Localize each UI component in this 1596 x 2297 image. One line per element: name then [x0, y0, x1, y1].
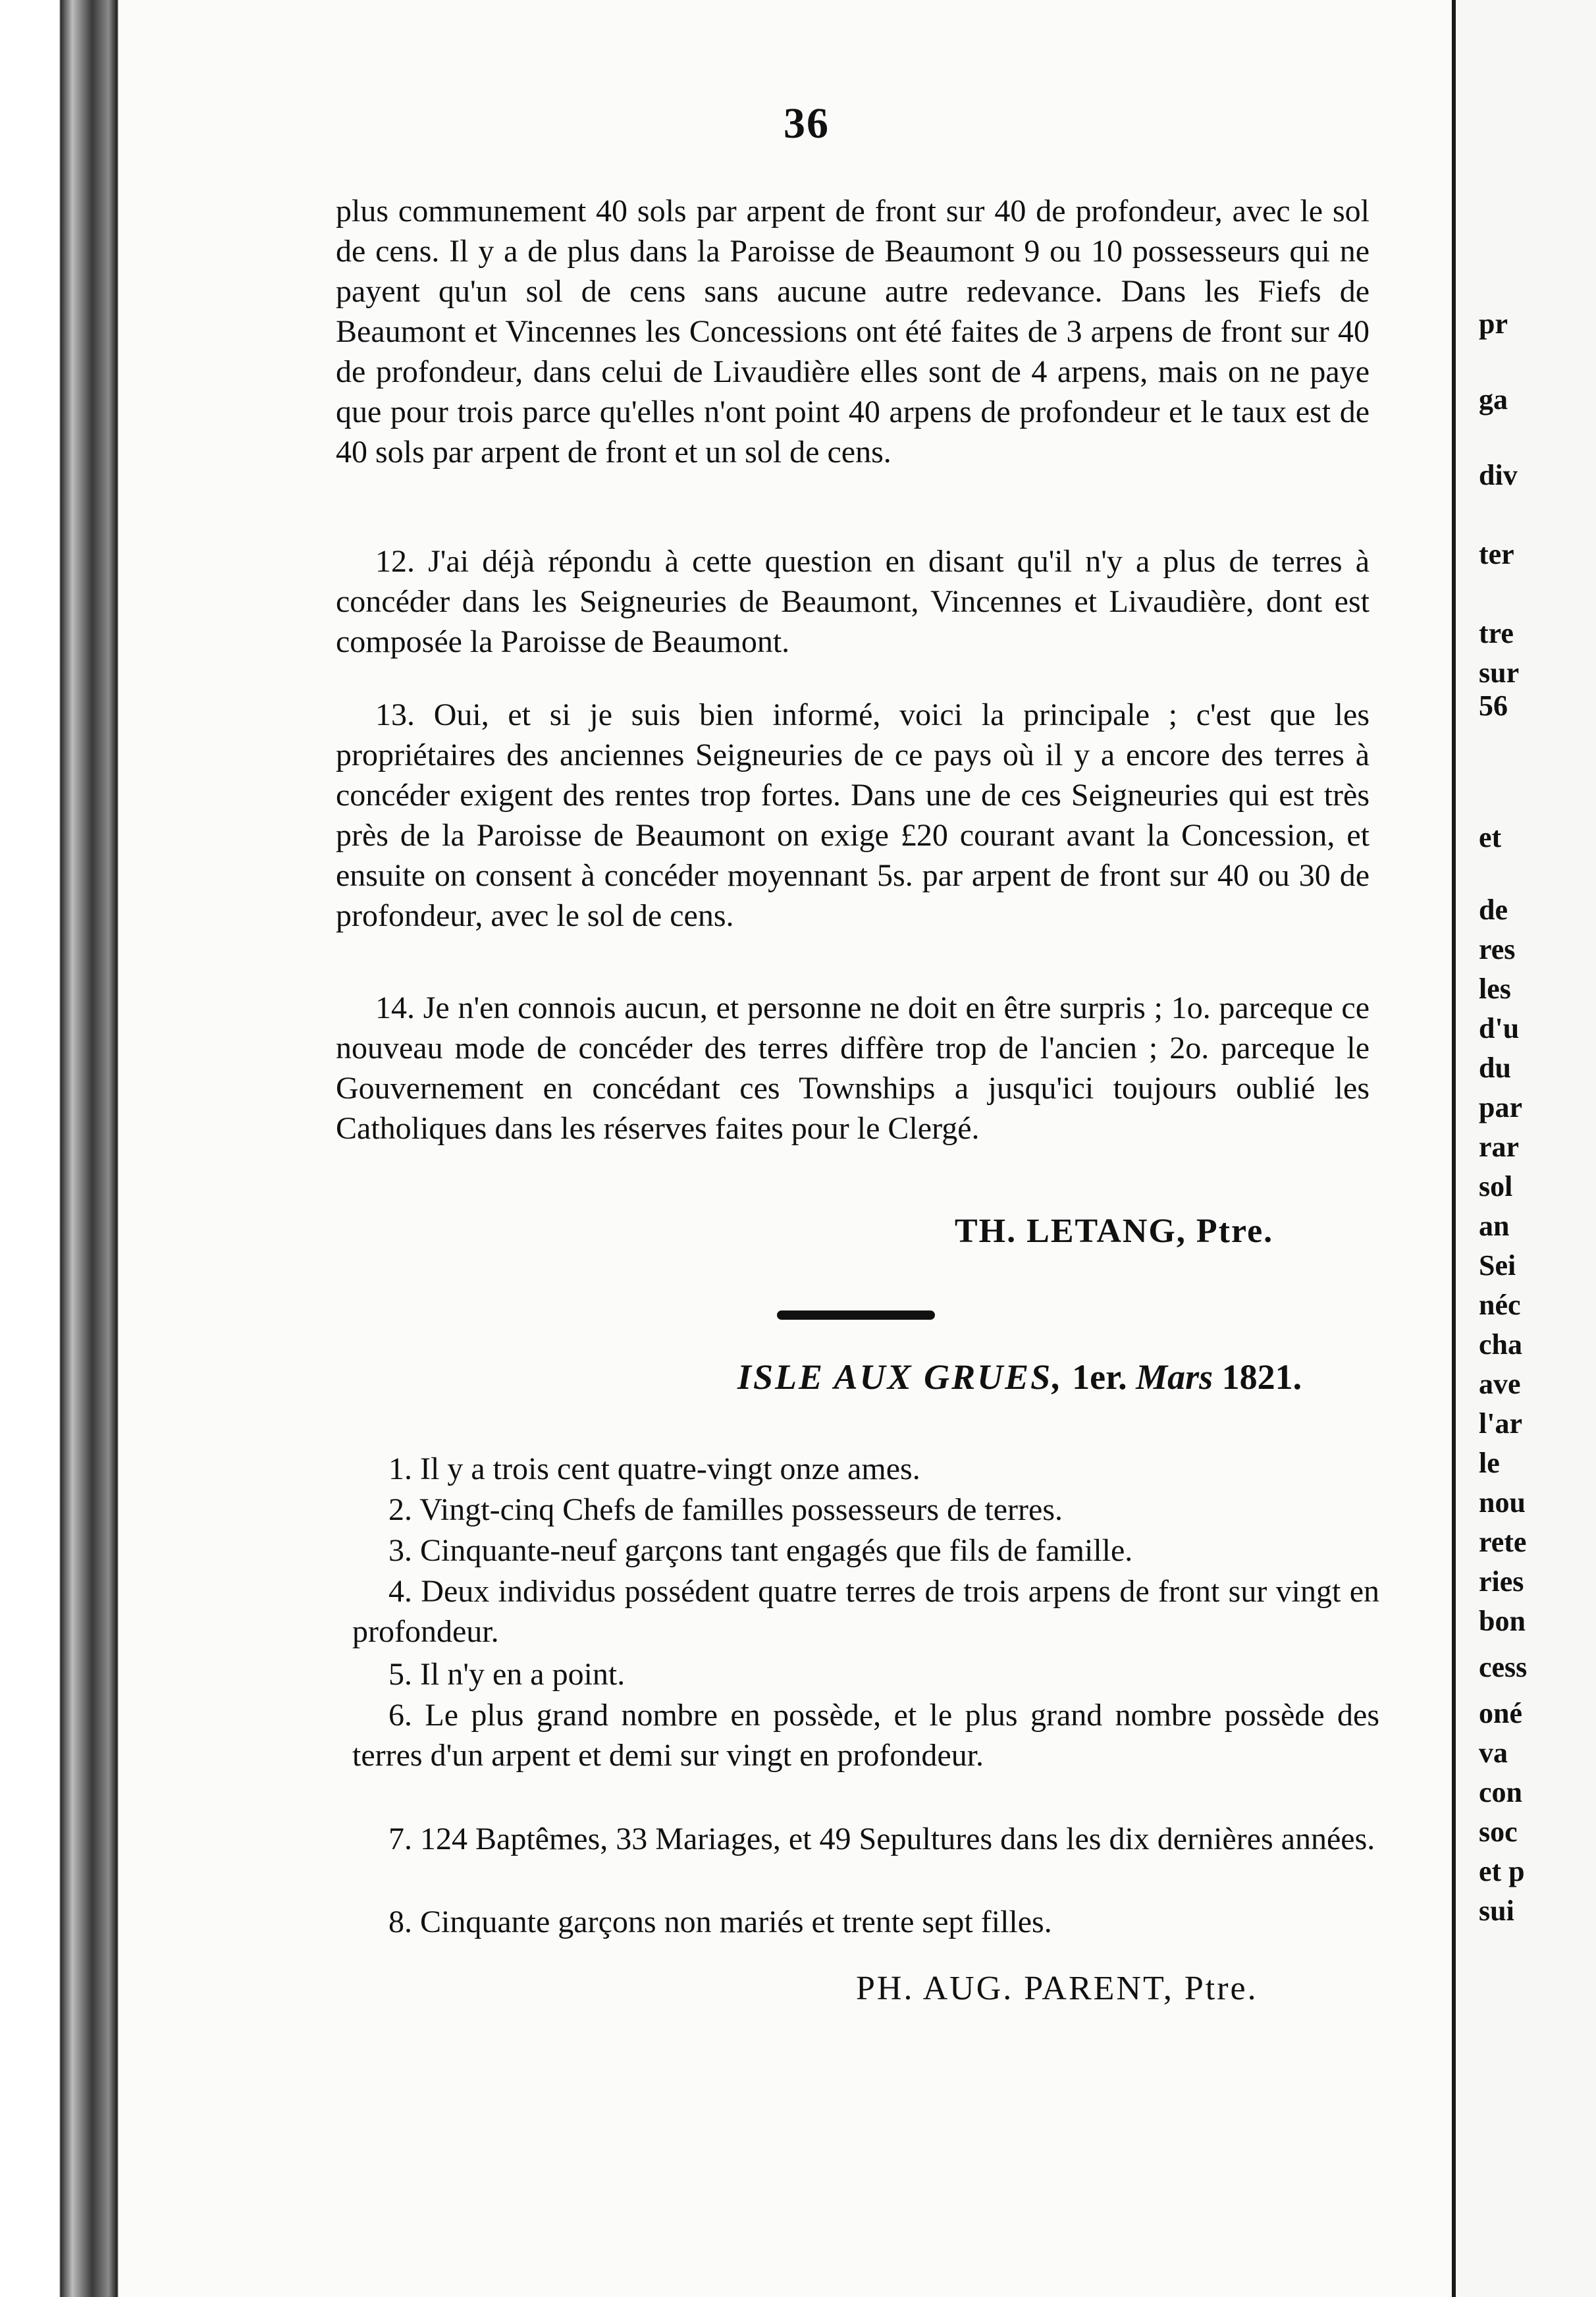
- facing-line: de: [1479, 894, 1508, 926]
- facing-line: l'ar: [1479, 1407, 1522, 1440]
- facing-line: bon: [1479, 1605, 1526, 1637]
- facing-line: Sei: [1479, 1249, 1516, 1282]
- section-divider-rule: [777, 1311, 935, 1320]
- facing-line: ave: [1479, 1368, 1521, 1400]
- parent-answer-6: 6. Le plus grand nombre en possède, et le plus grand nombre possède des terres d'un arpent et demi sur vingt en profondeur.: [352, 1698, 1379, 1773]
- letang-paragraph-continuation: plus communement 40 sols par arpent de front sur 40 de profondeur, avec le sol de cens. Il y a de plus dans la Paroisse de Beaumont 9 ou 10 possesseurs qui ne payent qu'un sol de cens sans aucune autre redevance. Dans les Fiefs de Beaumont et Vincennes les Concessions ont été faites de 3 arpens de front sur 40 de profondeur, dans celui de Livaudière elles sont de 4 arpens, mais on ne paye que pour trois parce qu'elles n'ont point 40 arpens de profondeur et le taux est de 40 sols par arpent de front et un sol de cens.: [336, 194, 1370, 470]
- facing-line: sur: [1479, 657, 1520, 689]
- parent-answer-5: 5. Il n'y en a point.: [388, 1657, 625, 1692]
- facing-line: soc: [1479, 1816, 1518, 1848]
- facing-line: div: [1479, 459, 1518, 491]
- facing-line: oné: [1479, 1697, 1522, 1729]
- dateline-month: Mars: [1136, 1357, 1213, 1397]
- facing-line: et p: [1479, 1855, 1525, 1887]
- facing-line: néc: [1479, 1289, 1521, 1321]
- page-number: 36: [784, 99, 830, 148]
- dateline-day: 1er.: [1072, 1357, 1127, 1397]
- book-binding-edge: [0, 0, 119, 2297]
- facing-line: rete: [1479, 1526, 1527, 1558]
- dateline-year: 1821.: [1221, 1357, 1302, 1397]
- facing-page-fragment: [1456, 0, 1596, 2297]
- facing-line: cess: [1479, 1651, 1528, 1683]
- facing-line: et: [1479, 821, 1502, 853]
- signature-letang: TH. LETANG, Ptre.: [955, 1212, 1274, 1250]
- facing-line: cha: [1479, 1328, 1522, 1361]
- facing-line: le: [1479, 1447, 1500, 1479]
- letang-answer-14: 14. Je n'en connois aucun, et personne ne doit en être surpris ; 1o. parceque ce nouveau mode de concéder des terres diffère trop de l'ancien ; 2o. parceque le Gouvernement en concédant ces Townships a jusqu'ici toujours oublié les Catholiques dans les réserves faites pour le Clergé.: [336, 990, 1370, 1146]
- letang-answer-13: 13. Oui, et si je suis bien informé, voici la principale ; c'est que les propriétaires des anciennes Seigneuries de ce pays où il y a encore des terres à concéder exigent des rentes trop fortes. Dans une de ces Seigneuries qui est très près de la Paroisse de Beaumont on exige £20 courant avant la Concession, et ensuite on consent à concéder moyennant 5s. par arpent de front sur 40 ou 30 de profondeur, avec le sol de cens.: [336, 697, 1370, 933]
- facing-line: ga: [1479, 383, 1508, 416]
- facing-line: ter: [1479, 538, 1514, 570]
- facing-line: par: [1479, 1091, 1522, 1123]
- facing-line: tre: [1479, 617, 1514, 649]
- parent-answer-1: 1. Il y a trois cent quatre-vingt onze ames.: [388, 1451, 920, 1486]
- facing-line: d'u: [1479, 1012, 1520, 1044]
- facing-line: 56: [1479, 689, 1508, 722]
- facing-line: sol: [1479, 1170, 1513, 1203]
- facing-line: du: [1479, 1052, 1511, 1084]
- facing-line: va: [1479, 1737, 1508, 1769]
- facing-line: nou: [1479, 1486, 1526, 1519]
- parent-answer-8: 8. Cinquante garçons non mariés et trente sept filles.: [388, 1905, 1052, 1939]
- facing-line: pr: [1479, 308, 1508, 340]
- facing-line: con: [1479, 1776, 1522, 1808]
- signature-parent: PH. AUG. PARENT, Ptre.: [856, 1970, 1258, 2007]
- dateline-place: ISLE AUX GRUES,: [737, 1357, 1063, 1397]
- facing-line: res: [1479, 933, 1516, 965]
- facing-line: an: [1479, 1210, 1510, 1242]
- parent-answer-4: 4. Deux individus possédent quatre terres de trois arpens de front sur vingt en profondeur.: [352, 1574, 1379, 1649]
- parent-answer-7: 7. 124 Baptêmes, 33 Mariages, et 49 Sepultures dans les dix dernières années.: [388, 1822, 1375, 1856]
- parent-answer-2: 2. Vingt-cinq Chefs de familles possesseurs de terres.: [388, 1492, 1063, 1527]
- facing-line: sui: [1479, 1895, 1514, 1927]
- dateline: [737, 1357, 1302, 1397]
- letang-answer-12: 12. J'ai déjà répondu à cette question en disant qu'il n'y a plus de terres à concéder dans les Seigneuries de Beaumont, Vincennes et Livaudière, dont est composée la Paroisse de Beaumont.: [336, 544, 1370, 659]
- parent-answer-3: 3. Cinquante-neuf garçons tant engagés que fils de famille.: [388, 1533, 1133, 1568]
- facing-line: rar: [1479, 1131, 1520, 1163]
- facing-line: ries: [1479, 1565, 1524, 1598]
- facing-line: les: [1479, 973, 1511, 1005]
